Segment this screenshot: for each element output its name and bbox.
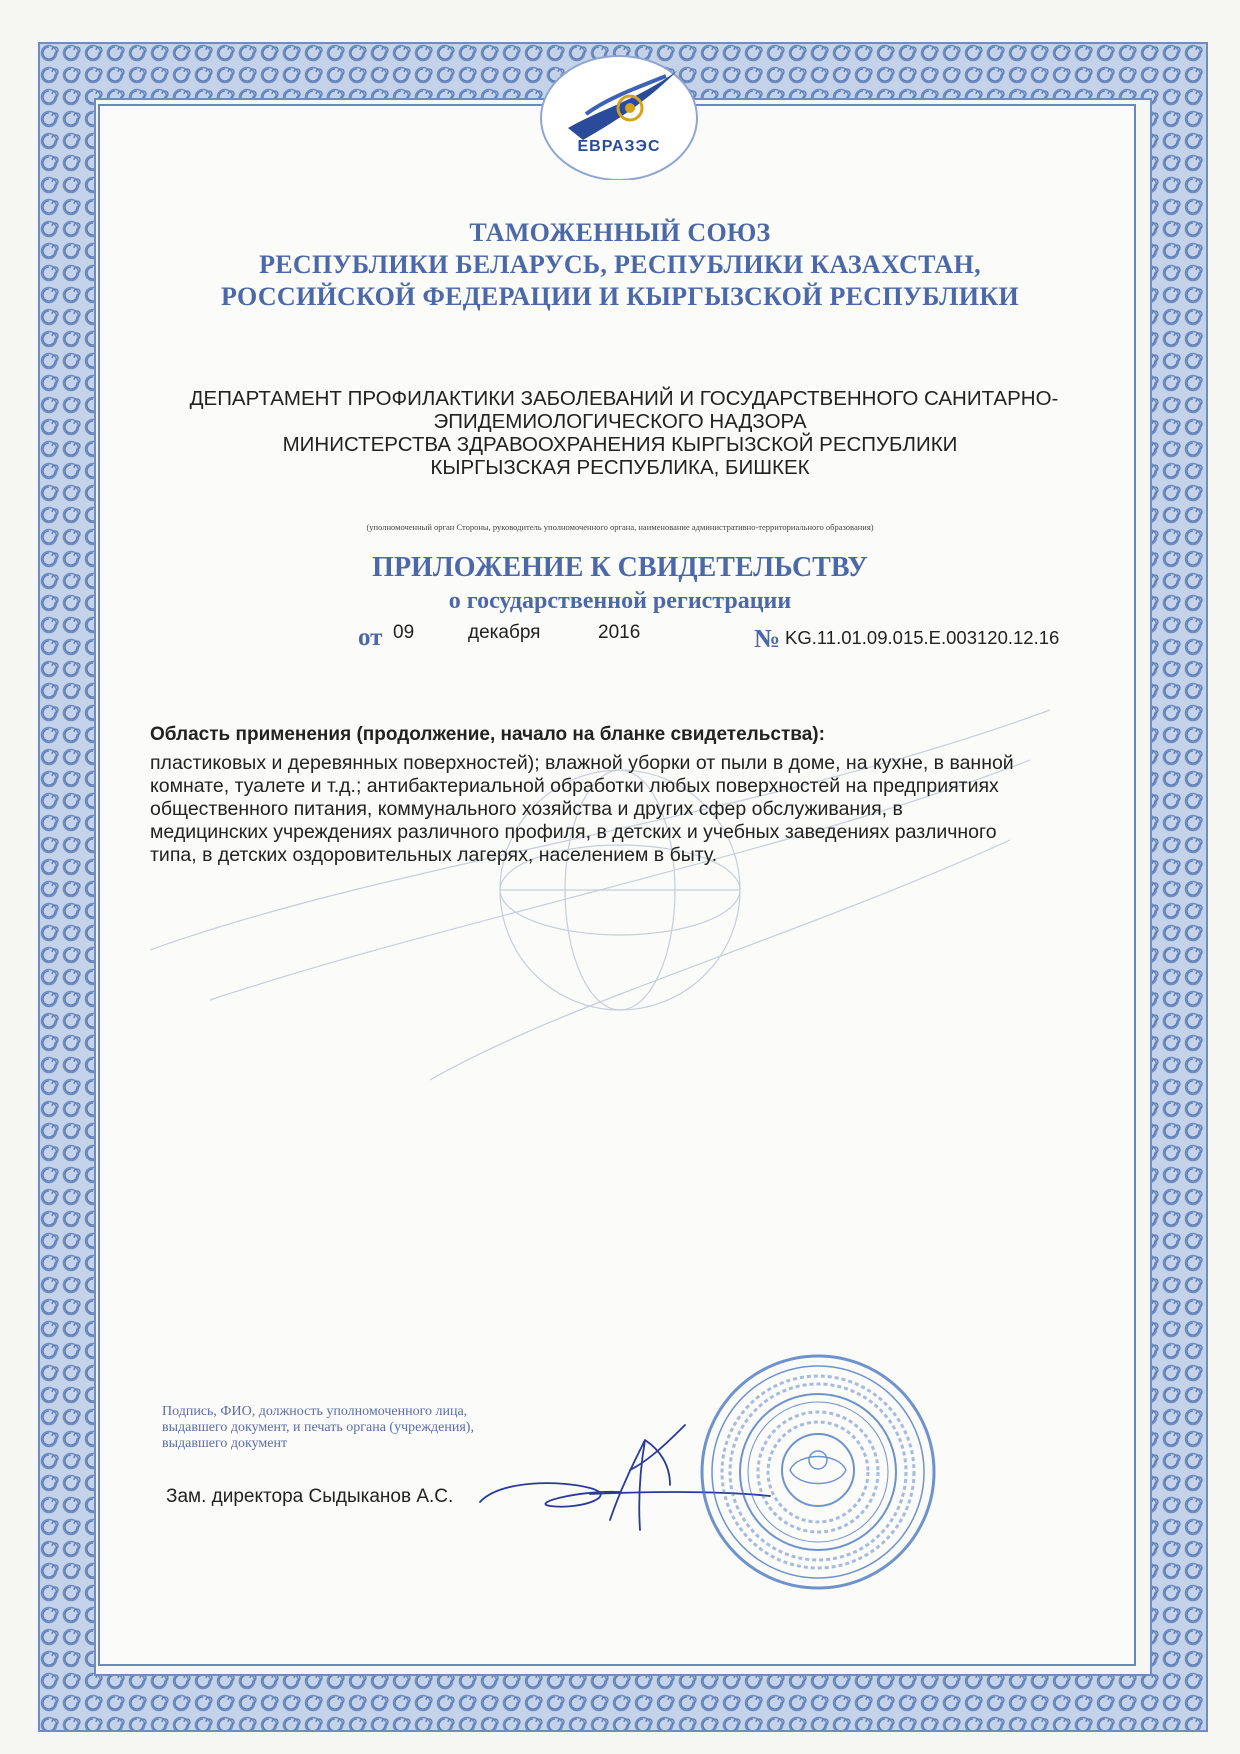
union-line-1: ТАМОЖЕННЫЙ СОЮЗ: [469, 218, 771, 247]
number-label: №: [754, 624, 781, 653]
date-line: [0, 622, 1240, 656]
scope-line: медицинских учреждениях различного профиля, в детских и учебных заведениях различного: [150, 821, 997, 843]
document-title: ПРИЛОЖЕНИЕ К СВИДЕТЕЛЬСТВУ: [372, 552, 868, 583]
signature-caption: [162, 1404, 474, 1452]
from-label: от: [358, 624, 383, 651]
scope-heading: Область применения (продолжение, начало на бланке свидетельства):: [150, 724, 825, 745]
scope-line: комнате, туалете и т.д.; антибактериальной обработки любых поверхностей на предприятиях: [150, 775, 999, 797]
authority-line-4: КЫРГЫЗСКАЯ РЕСПУБЛИКА, БИШКЕК: [430, 456, 810, 479]
document-subtitle: о государственной регистрации: [448, 588, 792, 614]
logo-label: ЕВРАЗЭС: [577, 138, 661, 155]
date-month: декабря: [468, 622, 541, 643]
official-stamp: [698, 1352, 938, 1592]
union-line-2: РЕСПУБЛИКИ БЕЛАРУСЬ, РЕСПУБЛИКИ КАЗАХСТАН,: [259, 250, 981, 279]
authority-caption: (уполномоченный орган Стороны, руководитель уполномоченного органа, наименование административно-территориального образования): [366, 522, 874, 532]
authority-line-3: МИНИСТЕРСТВА ЗДРАВООХРАНЕНИЯ КЫРГЫЗСКОЙ РЕСПУБЛИКИ: [282, 433, 958, 456]
signature-caption-line-1: Подпись, ФИО, должность уполномоченного лица,: [162, 1404, 468, 1419]
certificate-number: KG.11.01.09.015.E.003120.12.16: [785, 627, 1060, 648]
union-line-3: РОССИЙСКОЙ ФЕДЕРАЦИИ И КЫРГЫЗСКОЙ РЕСПУБЛИКИ: [220, 282, 1020, 311]
euraes-logo: [538, 50, 700, 180]
signature-caption-line-2: выдавшего документ, и печать органа (учреждения),: [162, 1420, 474, 1435]
authority-line-2: ЭПИДЕМИОЛОГИЧЕСКОГО НАДЗОРА: [433, 410, 807, 433]
logo-emblem: [538, 50, 700, 180]
scope-line: типа, в детских оздоровительных лагерях, населением в быту.: [150, 844, 718, 866]
date-day: 09: [393, 622, 415, 643]
date-year: 2016: [598, 622, 641, 643]
signature-caption-line-3: выдавшего документ: [162, 1436, 288, 1451]
scope-line: пластиковых и деревянных поверхностей); влажной уборки от пыли в доме, на кухне, в ванной: [150, 752, 1014, 774]
signatory-name: Зам. директора Сыдыканов А.С.: [166, 1486, 454, 1507]
authority-line-1: ДЕПАРТАМЕНТ ПРОФИЛАКТИКИ ЗАБОЛЕВАНИЙ И ГОСУДАРСТВЕННОГО САНИТАРНО-: [189, 387, 1059, 410]
scope-line: общественного питания, коммунального хозяйства и других сфер обслуживания, в: [150, 798, 903, 820]
